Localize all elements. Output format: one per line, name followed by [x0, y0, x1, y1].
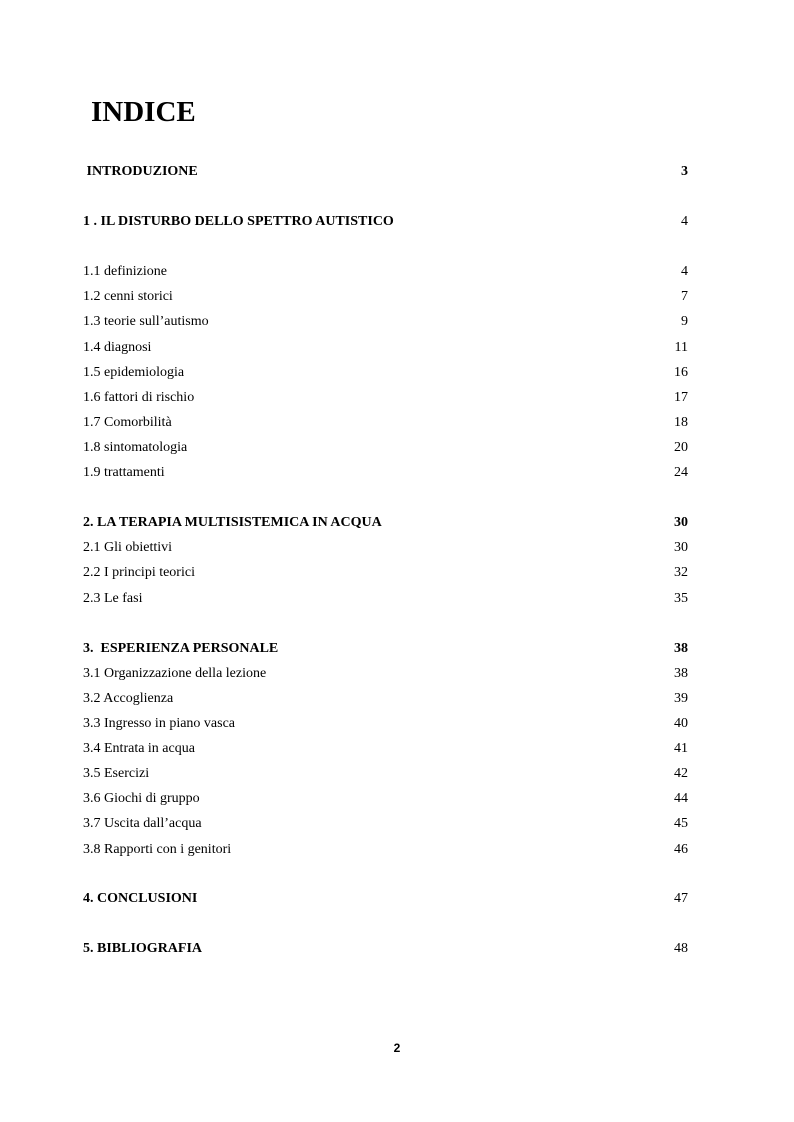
page-title: INDICE	[91, 96, 196, 128]
toc-entry-1-7	[83, 413, 688, 433]
toc-entry-1-6	[83, 388, 688, 408]
toc-entry-1-5	[83, 363, 688, 383]
toc-entry-1-3	[83, 312, 688, 332]
toc-entry-page: 35	[674, 591, 688, 606]
toc-entry-label: 2.2 I principi teorici	[83, 565, 195, 580]
toc-entry-page: 47	[674, 891, 688, 906]
toc-entry-page: 38	[674, 641, 688, 656]
toc-entry-label: 1.1 definizione	[83, 264, 167, 279]
toc-entry-page: 24	[674, 465, 688, 480]
toc-entry-page: 4	[681, 264, 688, 279]
toc-entry-page: 38	[674, 666, 688, 681]
toc-entry-page: 18	[674, 415, 688, 430]
page-number: 2	[393, 1041, 401, 1055]
toc-entry-label: 1.9 trattamenti	[83, 465, 165, 480]
toc-entry-label: INTRODUZIONE	[83, 164, 198, 179]
toc-entry-label: 3.1 Organizzazione della lezione	[83, 666, 267, 681]
toc-entry-3-6	[83, 789, 688, 809]
toc-entry-2-3	[83, 589, 688, 609]
toc-entry-label: 1.2 cenni storici	[83, 289, 173, 304]
toc-entry-chapter-2	[83, 513, 688, 533]
toc-entry-page: 45	[674, 816, 688, 831]
toc-entry-page: 30	[674, 540, 688, 555]
toc-entry-chapter-4	[83, 889, 688, 909]
toc-entry-chapter-3	[83, 639, 688, 659]
toc-entry-label: 3.8 Rapporti con i genitori	[83, 842, 232, 857]
toc-entry-label: 1.6 fattori di rischio	[83, 390, 195, 405]
toc-entry-3-2	[83, 689, 688, 709]
toc-entry-label: 3.3 Ingresso in piano vasca	[83, 716, 236, 731]
toc-entry-1-8	[83, 438, 688, 458]
toc-entry-3-3	[83, 714, 688, 734]
toc-entry-label: 5. BIBLIOGRAFIA	[83, 941, 203, 956]
toc-entry-label: 3.5 Esercizi	[83, 766, 150, 781]
toc-entry-page: 39	[674, 691, 688, 706]
toc-entry-2-1	[83, 538, 688, 558]
toc-entry-label: 2. LA TERAPIA MULTISISTEMICA IN ACQUA	[83, 515, 382, 530]
toc-entry-page: 17	[674, 390, 688, 405]
toc-entry-3-8	[83, 840, 688, 860]
toc-entry-page: 9	[681, 314, 688, 329]
toc-entry-1-9	[83, 463, 688, 483]
toc-entry-3-1	[83, 664, 688, 684]
toc-entry-page: 42	[674, 766, 688, 781]
toc-entry-1-1	[83, 262, 688, 282]
toc-entry-label: 3.6 Giochi di gruppo	[83, 791, 200, 806]
toc-entry-introduzione	[83, 162, 688, 182]
toc-entry-label: 2.3 Le fasi	[83, 591, 143, 606]
toc-entry-page: 20	[674, 440, 688, 455]
toc-entry-label: 3.4 Entrata in acqua	[83, 741, 195, 756]
toc-entry-label: 1.8 sintomatologia	[83, 440, 188, 455]
toc-entry-page: 4	[681, 214, 688, 229]
toc-entry-label: 3. ESPERIENZA PERSONALE	[83, 641, 279, 656]
toc-entry-page: 48	[674, 941, 688, 956]
toc-entry-page: 46	[674, 842, 688, 857]
toc-entry-3-5	[83, 764, 688, 784]
toc-entry-label: 2.1 Gli obiettivi	[83, 540, 173, 555]
toc-entry-label: 3.2 Accoglienza	[83, 691, 174, 706]
toc-entry-page: 7	[681, 289, 688, 304]
toc-entry-label: 1.3 teorie sull’autismo	[83, 314, 209, 329]
toc-entry-label: 1.5 epidemiologia	[83, 365, 185, 380]
toc-entry-page: 44	[674, 791, 688, 806]
toc-entry-page: 40	[674, 716, 688, 731]
toc-entry-3-4	[83, 739, 688, 759]
toc-entry-chapter-5	[83, 939, 688, 959]
toc-entry-page: 11	[674, 340, 688, 355]
toc-entry-1-4	[83, 338, 688, 358]
toc-entry-chapter-1	[83, 212, 688, 232]
toc-entry-2-2	[83, 563, 688, 583]
toc-entry-label: 1 . IL DISTURBO DELLO SPETTRO AUTISTICO	[83, 214, 394, 229]
toc-entry-3-7	[83, 814, 688, 834]
toc-entry-label: 1.4 diagnosi	[83, 340, 152, 355]
toc-entry-page: 16	[674, 365, 688, 380]
toc-entry-label: 4. CONCLUSIONI	[83, 891, 198, 906]
toc-entry-page: 30	[674, 515, 688, 530]
toc-entry-label: 3.7 Uscita dall’acqua	[83, 816, 202, 831]
toc-entry-page: 41	[674, 741, 688, 756]
toc-entry-1-2	[83, 287, 688, 307]
toc-entry-page: 3	[681, 164, 688, 179]
toc-entry-page: 32	[674, 565, 688, 580]
toc-entry-label: 1.7 Comorbilità	[83, 415, 172, 430]
